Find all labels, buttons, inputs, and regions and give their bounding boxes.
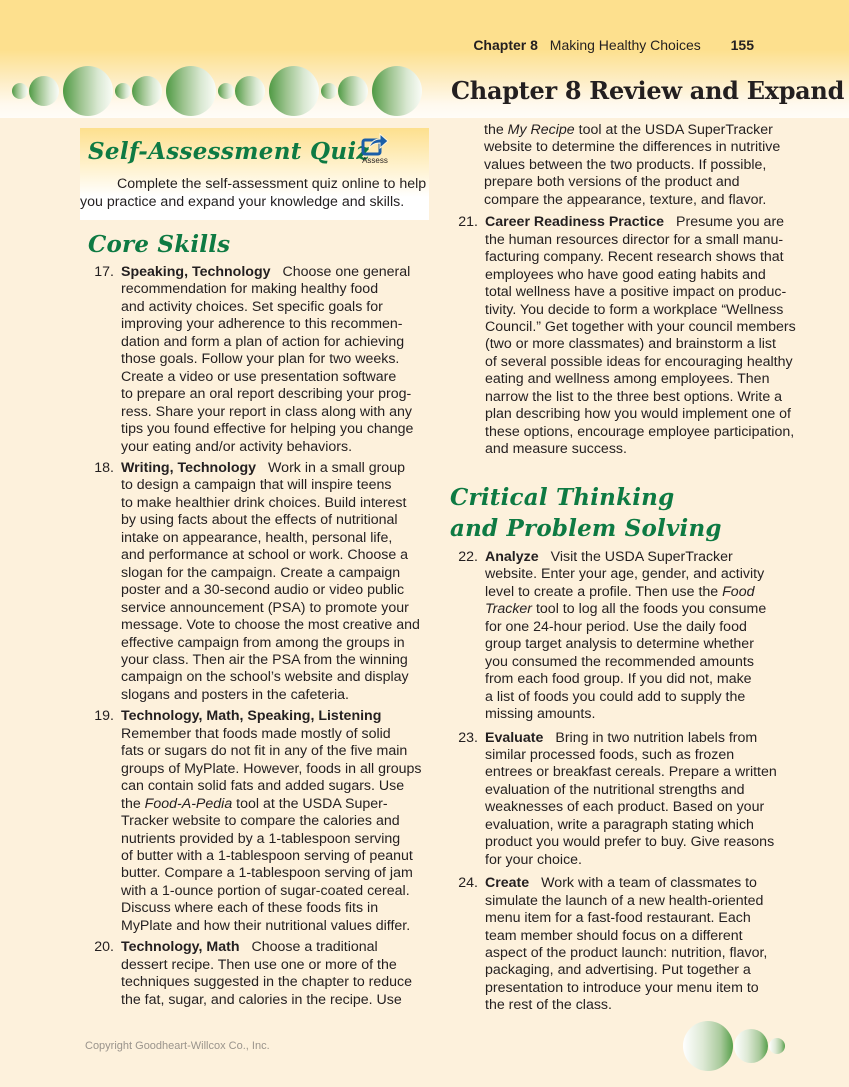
text-line — [121, 299, 423, 316]
item-number: 22. — [458, 549, 478, 565]
text-segment: aspect of the product launch: nutrition, flavor, — [485, 944, 768, 961]
italic-term: My Recipe — [507, 122, 575, 138]
text-line — [485, 689, 792, 706]
text-segment: Discuss where each of these foods fits in — [121, 900, 379, 917]
text-segment: improving your adherence to this recommen- — [121, 316, 403, 333]
running-head-chapter: Chapter 8 — [473, 37, 538, 53]
circle-icon — [235, 76, 265, 106]
item-label: Technology, Math — [121, 939, 240, 956]
text-segment: evaluation, write a paragraph stating which — [485, 816, 754, 833]
text-line — [121, 547, 423, 564]
text-segment: can contain solid fats and added sugars. Use — [121, 778, 405, 795]
item-number: 23. — [458, 729, 478, 746]
text-line — [485, 389, 792, 406]
text-line — [485, 928, 792, 945]
text-line — [121, 617, 423, 634]
text-line — [485, 852, 792, 869]
text-segment: fats or sugars do not fit in any of the five main — [121, 743, 408, 760]
text-line — [121, 530, 423, 547]
text-segment: groups of MyPlate. However, foods in all groups — [121, 760, 422, 777]
text-segment: Bring in two nutrition labels from — [555, 729, 758, 746]
text-line — [121, 351, 423, 368]
text-segment: level to create a profile. Then use the — [485, 583, 723, 600]
text-line — [121, 421, 423, 438]
text-line — [121, 495, 423, 512]
decorative-circles-header — [0, 0, 440, 125]
text-line — [121, 848, 423, 865]
text-segment: group target analysis to determine whether — [485, 636, 754, 653]
circle-icon — [63, 66, 113, 116]
text-segment: Tracker website to compare the calories and — [121, 813, 400, 830]
text-line — [485, 834, 792, 851]
text-line — [121, 386, 423, 403]
circle-icon — [372, 66, 422, 116]
text-segment: Work in a small group — [268, 459, 405, 476]
text-line — [121, 918, 423, 935]
text-segment: of several possible ideas for encouraging healthy — [485, 353, 793, 370]
circle-icon — [12, 83, 28, 99]
text-line — [485, 371, 792, 388]
text-segment: website to determine the differences in nutritive — [484, 139, 781, 156]
circle-icon — [166, 66, 216, 116]
text-line — [485, 636, 792, 653]
list-item-21 — [452, 214, 796, 458]
item-label: Career Readiness Practice — [485, 214, 665, 231]
text-segment: presentation to introduce your menu item to — [485, 979, 759, 996]
text-line — [121, 565, 423, 582]
item-number: 24. — [458, 875, 478, 892]
circle-icon — [132, 76, 162, 106]
text-segment: to design a campaign that will inspire teens — [121, 477, 392, 494]
list-item-18 — [88, 460, 423, 704]
text-segment: with a 1-ounce portion of sugar-coated cereal. — [121, 882, 410, 899]
text-segment: the human resources director for a small manu- — [485, 231, 784, 248]
text-line — [121, 512, 423, 529]
text-segment: butter. Compare a 1-tablespoon serving of jam — [121, 865, 413, 882]
circle-icon — [769, 1038, 785, 1054]
page-number: 155 — [730, 37, 754, 53]
text-line — [485, 817, 792, 834]
text-segment: tool at the USDA Super- — [232, 795, 388, 812]
text-line — [485, 945, 792, 962]
text-line — [485, 671, 792, 688]
text-segment: intake on appearance, health, personal life, — [121, 529, 393, 546]
text-line — [485, 706, 792, 723]
text-segment: total wellness have a positive impact on produc- — [485, 284, 787, 301]
text-segment: effective campaign from among the groups in — [121, 634, 405, 651]
text-line — [121, 334, 423, 351]
text-line — [485, 423, 795, 441]
critical-thinking-list — [452, 549, 792, 1021]
text-line — [121, 992, 423, 1009]
text-line — [121, 831, 423, 848]
text-segment: a list of foods you could add to supply the — [485, 688, 746, 705]
list-item-19 — [88, 708, 423, 935]
text-segment: simulate the launch of a new health-oriented — [485, 892, 764, 909]
text-segment: tips you found effective for helping you change — [121, 421, 414, 438]
text-segment: Presume you are — [676, 214, 785, 231]
right-column — [452, 122, 796, 463]
text-segment: to prepare an oral report describing your prog- — [121, 386, 412, 403]
text-line — [484, 139, 792, 156]
text-line — [121, 743, 423, 760]
text-segment: campaign on the school’s website and display — [121, 669, 409, 686]
list-item-20 — [88, 939, 423, 1009]
text-line — [485, 584, 792, 601]
text-line — [121, 477, 423, 494]
text-line — [485, 249, 792, 266]
text-segment: (two or more classmates) and brainstorm a list — [485, 336, 776, 353]
italic-term: Food — [722, 583, 755, 600]
text-segment: Council.” Get together with your council members — [485, 318, 796, 335]
text-line — [485, 354, 792, 371]
assess-arrow-icon — [361, 132, 389, 156]
text-segment: service announcement (PSA) to promote your — [121, 599, 409, 616]
core-skills-heading: Core Skills — [88, 231, 231, 258]
item-number: 17. — [94, 264, 114, 280]
core-skills-list — [88, 264, 423, 1013]
item-number: 19. — [94, 708, 114, 725]
item-20-continued — [452, 122, 792, 209]
text-line — [485, 782, 792, 799]
text-segment: for one 24-hour period. Use the daily food — [485, 618, 747, 635]
decorative-circles-footer — [660, 1010, 849, 1087]
list-item-23 — [452, 730, 792, 870]
item-number: 18. — [94, 459, 114, 476]
text-segment: tool at the USDA SuperTracker — [574, 122, 773, 138]
text-segment: and activity choices. Set specific goals for — [121, 298, 383, 315]
text-segment: Create a video or use presentation software — [121, 368, 397, 385]
circle-icon — [683, 1021, 733, 1071]
text-segment: team member should focus on a different — [485, 927, 743, 944]
running-head — [473, 37, 754, 53]
text-segment: prepare both versions of the product and — [484, 174, 740, 191]
italic-term: Tracker — [485, 601, 533, 618]
text-line — [485, 302, 792, 319]
text-line — [485, 764, 792, 781]
text-segment: those goals. Follow your plan for two weeks. — [121, 351, 400, 368]
text-segment: missing amounts. — [485, 706, 596, 723]
text-line — [485, 406, 792, 423]
text-segment: by using facts about the effects of nutritional — [121, 512, 398, 529]
self-assessment-quiz-box — [80, 128, 429, 220]
text-segment: message. Vote to choose the most creative and — [121, 617, 420, 634]
circle-icon — [321, 83, 337, 99]
list-item-17 — [88, 264, 423, 456]
text-line — [121, 635, 423, 652]
text-line — [485, 566, 792, 583]
text-line — [121, 883, 423, 900]
circle-icon — [734, 1029, 768, 1063]
text-segment: tool to log all the foods you consume — [532, 601, 767, 618]
text-segment: eating and wellness among employees. Then — [485, 371, 770, 388]
list-item-22 — [452, 549, 792, 724]
circle-icon — [269, 66, 319, 116]
text-line — [484, 174, 792, 191]
text-segment: ress. Share your report in class along with any — [121, 403, 412, 420]
text-segment: compare the appearance, texture, and flavor. — [484, 191, 767, 208]
text-segment: the fat, sugar, and calories in the recipe. Use — [121, 991, 402, 1008]
text-segment: values between the two products. If possible, — [484, 156, 767, 173]
running-head-title: Making Healthy Choices — [549, 37, 701, 53]
text-line — [485, 318, 796, 336]
text-line — [485, 747, 792, 764]
italic-term: Food-A-Pedia — [144, 795, 233, 812]
text-segment: poster and a 30-second audio or video public — [121, 582, 405, 599]
text-line — [121, 813, 423, 830]
text-segment: slogan for the campaign. Create a campaign — [121, 564, 401, 581]
text-segment: techniques suggested in the chapter to reduce — [121, 974, 413, 991]
text-line — [121, 404, 423, 421]
text-line — [121, 369, 423, 386]
text-line — [121, 669, 423, 686]
text-segment: recommendation for making healthy food — [121, 281, 379, 298]
item-label: Analyze — [485, 549, 539, 565]
text-line — [485, 893, 792, 910]
text-segment: similar processed foods, such as frozen — [485, 746, 735, 763]
text-segment: employees who have good eating habits and — [485, 266, 766, 283]
text-segment: these options, encourage employee participation, — [485, 423, 795, 440]
text-line — [121, 726, 423, 743]
text-segment: the — [121, 795, 145, 812]
text-line — [121, 900, 423, 917]
item-label: Writing, Technology — [121, 459, 257, 476]
text-segment: the rest of the class. — [485, 997, 612, 1014]
text-segment: and performance at school or work. Choose a — [121, 547, 409, 564]
text-line — [485, 962, 792, 979]
text-line — [485, 654, 792, 671]
text-segment: Work with a team of classmates to — [541, 875, 757, 892]
text-segment: from each food group. If you did not, make — [485, 671, 752, 688]
text-line — [121, 761, 423, 778]
circle-icon — [115, 83, 131, 99]
text-line — [485, 214, 792, 231]
text-segment: entrees or breakfast cereals. Prepare a written — [485, 764, 777, 781]
text-segment: plan describing how you would implement one of — [485, 406, 792, 423]
text-line — [121, 600, 423, 617]
item-label: Technology, Math, Speaking, Listening — [121, 708, 382, 725]
text-segment: facturing company. Recent research shows that — [485, 249, 784, 266]
text-line — [485, 232, 792, 249]
text-line — [485, 980, 792, 997]
text-line — [121, 974, 423, 991]
text-segment: dation and form a plan of action for achieving — [121, 333, 405, 350]
text-segment: Choose one general — [282, 264, 411, 280]
text-segment: you consumed the recommended amounts — [485, 653, 754, 670]
text-line — [485, 619, 792, 636]
critical-thinking-heading: Critical Thinking and Problem Solving — [450, 484, 722, 542]
text-line — [485, 799, 792, 816]
text-line — [121, 582, 423, 599]
text-segment: packaging, and advertising. Put together a — [485, 962, 751, 979]
text-line — [121, 865, 423, 882]
text-line — [121, 460, 423, 477]
item-label: Create — [485, 875, 530, 892]
text-line — [484, 157, 792, 174]
assess-label: Assess — [362, 156, 388, 165]
text-line — [485, 336, 792, 353]
text-segment: slogans and posters in the cafeteria. — [121, 686, 349, 703]
text-line — [485, 284, 792, 301]
text-line — [121, 778, 423, 795]
item-label: Evaluate — [485, 729, 544, 746]
quiz-description: Complete the self-assessment quiz online to help you practice and expand your knowledge and skills. — [80, 176, 427, 210]
list-item-24 — [452, 875, 792, 1015]
text-line — [485, 910, 792, 927]
text-line — [121, 316, 423, 333]
text-segment: for your choice. — [485, 851, 582, 868]
text-segment: nutrients provided by a 1-tablespoon serving — [121, 830, 401, 847]
text-segment: your eating and/or activity behaviors. — [121, 438, 353, 455]
text-line — [121, 796, 423, 813]
text-line — [485, 549, 792, 566]
text-segment: Choose a traditional — [251, 939, 378, 956]
text-line — [121, 939, 423, 956]
text-segment: weaknesses of each product. Based on your — [485, 799, 765, 816]
text-segment: menu item for a fast-food restaurant. Each — [485, 910, 751, 927]
text-segment: Visit the USDA SuperTracker — [550, 549, 733, 565]
text-line — [485, 601, 792, 618]
text-line — [121, 652, 423, 669]
circle-icon — [218, 83, 234, 99]
copyright-notice: Copyright Goodheart-Willcox Co., Inc. — [85, 1040, 270, 1052]
text-segment: and measure success. — [485, 441, 627, 458]
text-line — [121, 281, 423, 298]
text-line — [121, 687, 423, 704]
quiz-title: Self-Assessment Quiz — [88, 138, 370, 165]
text-line — [484, 192, 792, 209]
text-segment: your class. Then air the PSA from the winning — [121, 651, 408, 668]
text-segment: dessert recipe. Then use one or more of the — [121, 956, 397, 973]
circle-icon — [29, 76, 59, 106]
text-segment: narrow the list to the three best options. Write a — [485, 388, 783, 405]
text-line — [121, 957, 423, 974]
assess-button[interactable] — [355, 132, 395, 166]
item-number: 21. — [458, 214, 478, 231]
text-segment: the — [484, 122, 508, 138]
text-segment: product you would prefer to buy. Give reasons — [485, 834, 775, 851]
text-segment: MyPlate and how their nutritional values differ. — [121, 917, 411, 934]
text-line — [485, 441, 792, 458]
text-line — [121, 264, 423, 281]
text-segment: of butter with a 1-tablespoon serving of peanut — [121, 847, 413, 864]
text-line — [485, 875, 792, 892]
text-line — [121, 439, 423, 456]
text-segment: tivity. You decide to form a workplace “Wellness — [485, 301, 784, 318]
item-number: 20. — [94, 939, 114, 956]
text-line — [484, 122, 792, 139]
item-label: Speaking, Technology — [121, 264, 271, 280]
text-segment: Remember that foods made mostly of solid — [121, 725, 391, 742]
text-segment: website. Enter your age, gender, and activity — [485, 566, 765, 583]
circle-icon — [338, 76, 368, 106]
text-segment: to make healthier drink choices. Build interest — [121, 494, 407, 511]
text-line — [485, 267, 792, 284]
page-title: Chapter 8 Review and Expand — [451, 76, 845, 105]
text-line — [485, 730, 792, 747]
text-segment: evaluation of the nutritional strengths and — [485, 781, 745, 798]
